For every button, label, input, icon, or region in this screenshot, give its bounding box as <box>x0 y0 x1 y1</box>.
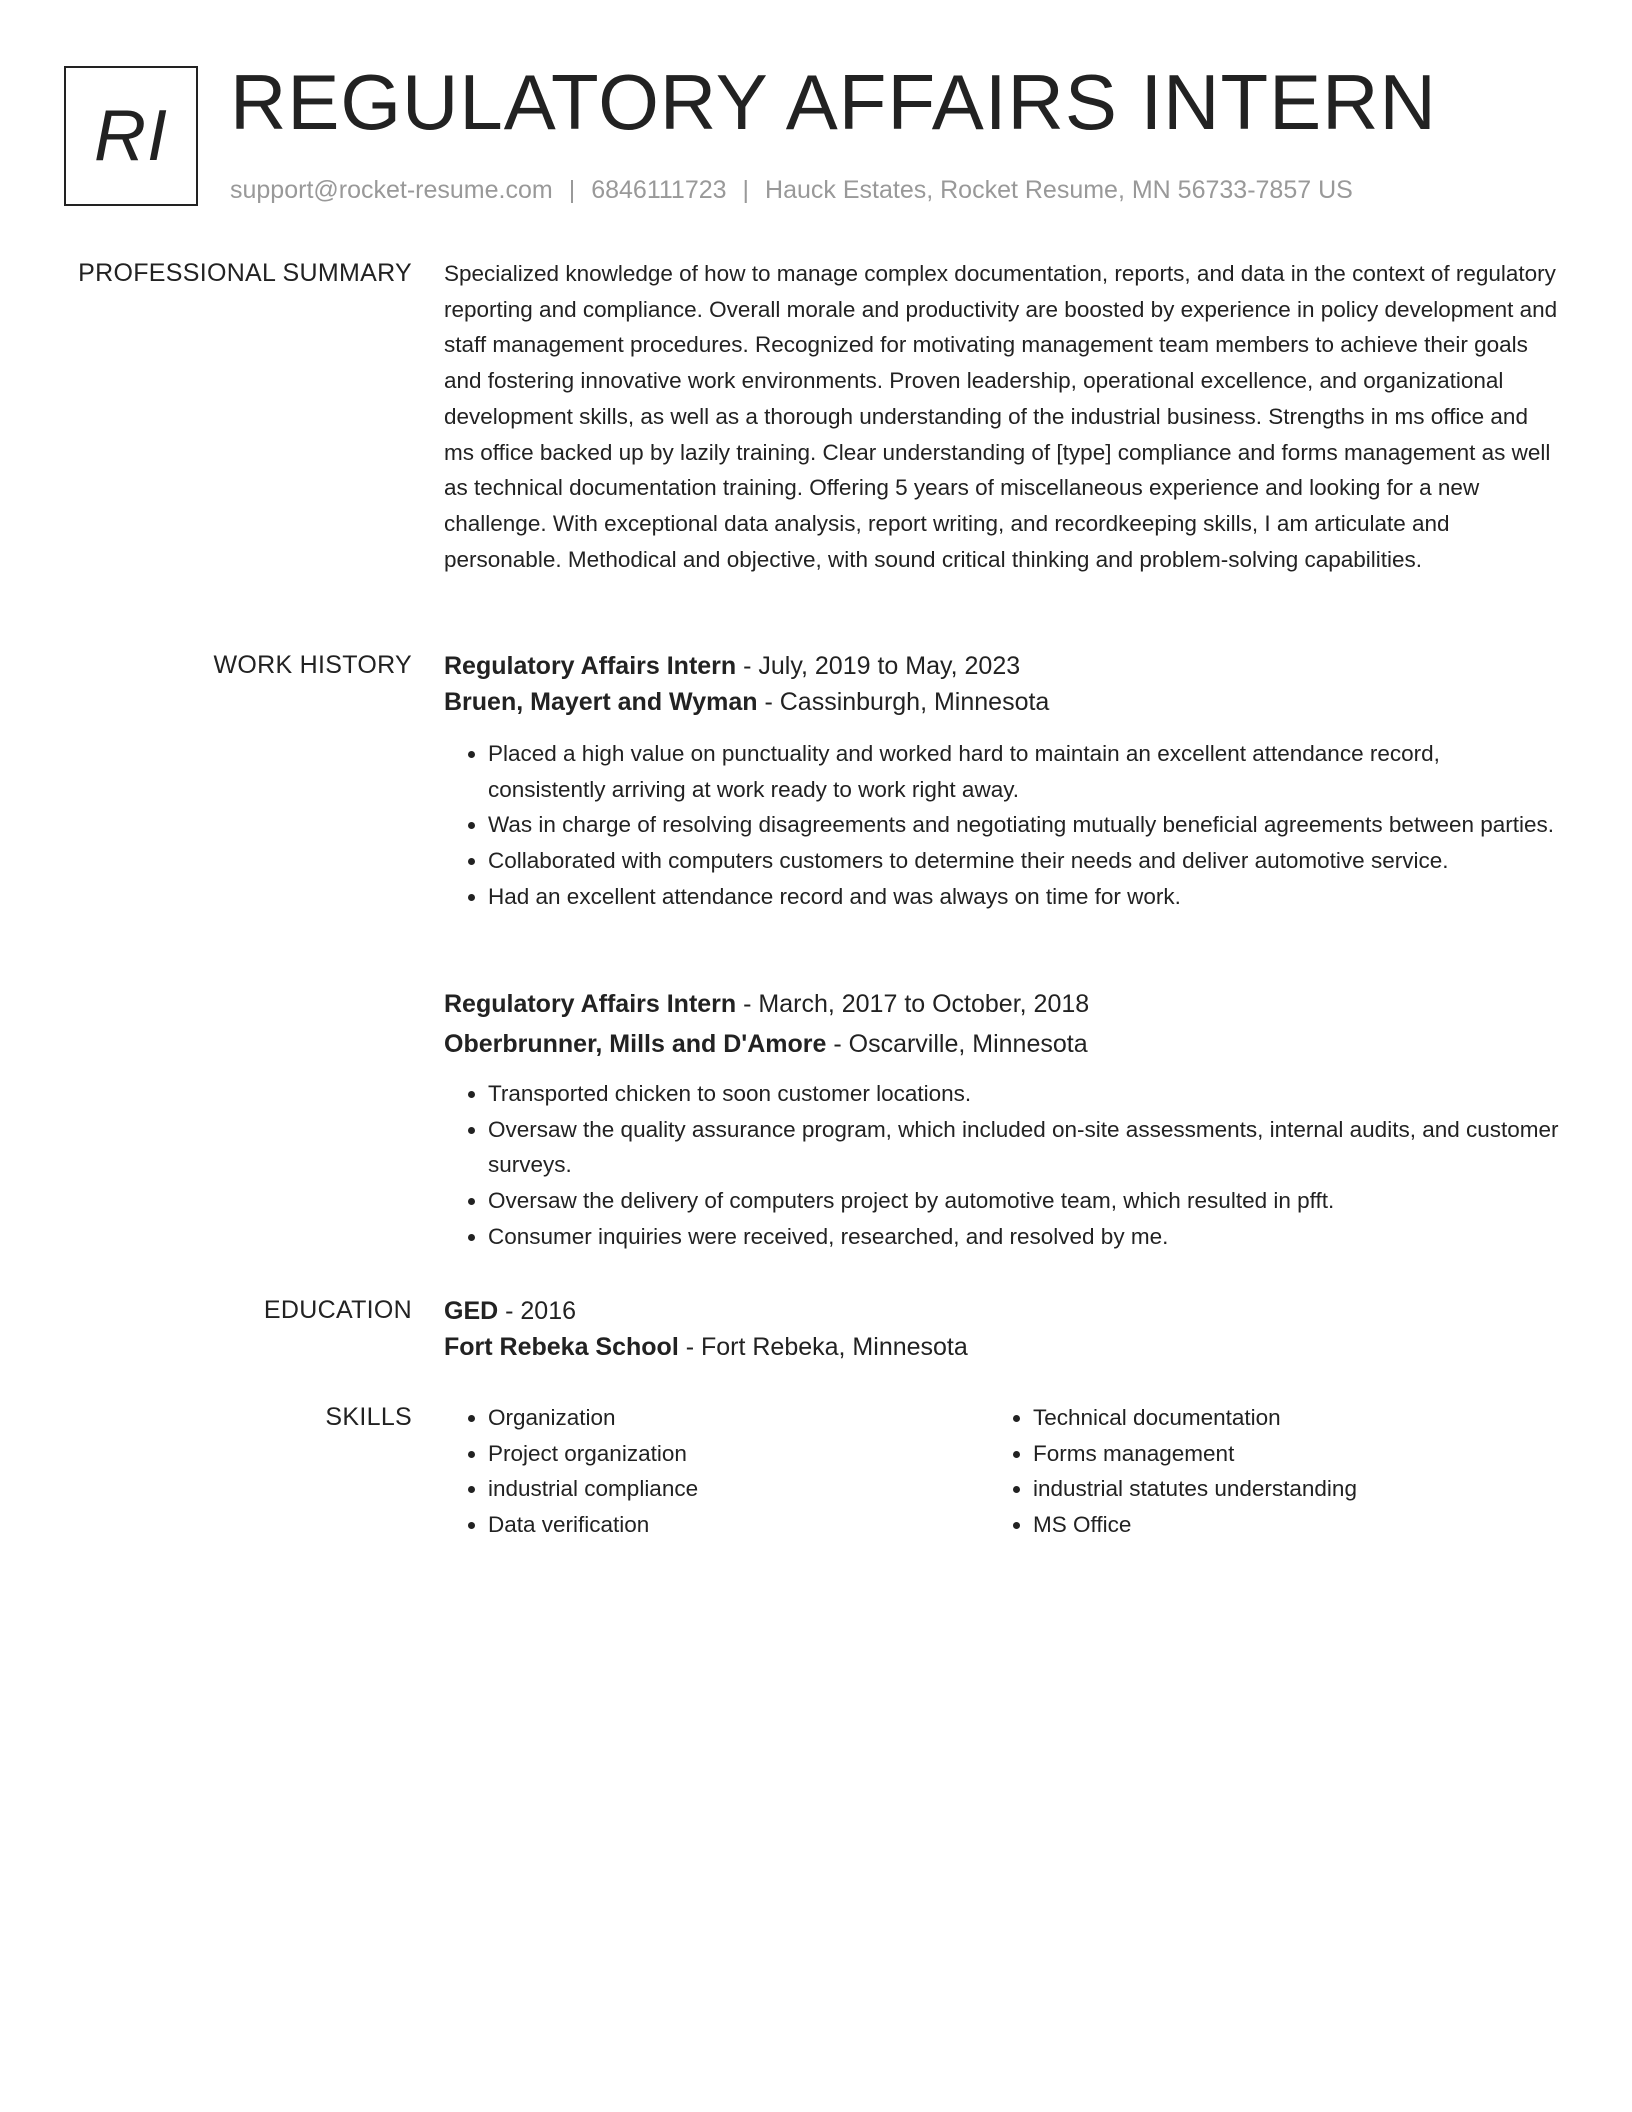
job-bullet: • Transported chicken to soon customer locations. <box>488 1076 1560 1112</box>
education-entry <box>444 1293 1560 1365</box>
education-school: Fort Rebeka School <box>444 1333 679 1361</box>
skill-item: • Organization <box>488 1400 989 1436</box>
job-bullet: • Oversaw the delivery of computers project by automotive team, which resulted in pfft. <box>488 1183 1560 1219</box>
job-entry <box>444 986 1560 1255</box>
job-title-line <box>444 648 1560 684</box>
section-label-work: WORK HISTORY <box>213 651 412 679</box>
job-title: Regulatory Affairs Intern <box>444 990 737 1018</box>
section-label-skills: SKILLS <box>325 1403 412 1431</box>
skills-column-left <box>444 1400 989 1543</box>
summary-text: Specialized knowledge of how to manage complex documentation, reports, and data in the context of regulatory reporting and compliance. Overall morale and productivity are boosted by experience in policy development and staff management procedures. Recognized for motivating management team members to achieve their goals and fostering innovative work environments. Proven leadership, operational excellence, and organizational development skills, as well as a thorough understanding of the industrial business. Strengths in ms office and ms office backed up by lazily training. Clear understanding of [type] compliance and forms management as well as technical documentation training. Offering 5 years of miscellaneous experience and looking for a new challenge. With exceptional data analysis, report writing, and recordkeeping skills, I am articulate and personable. Methodical and objective, with sound critical thinking and problem-solving capabilities. <box>444 261 1558 572</box>
education-degree: GED <box>444 1297 499 1325</box>
job-bullet: • Consumer inquiries were received, researched, and resolved by me. <box>488 1219 1560 1255</box>
job-bullet: • Was in charge of resolving disagreements and negotiating mutually beneficial agreements between parties. <box>488 807 1560 843</box>
contact-separator: | <box>568 176 576 204</box>
education-degree-line <box>444 1293 1560 1329</box>
skill-item: • Forms management <box>1033 1436 1534 1472</box>
section-label-summary: PROFESSIONAL SUMMARY <box>78 259 412 287</box>
resume-title: REGULATORY AFFAIRS INTERN <box>230 58 1437 146</box>
job-location: - Oscarville, Minnesota <box>826 1030 1088 1058</box>
summary-section <box>444 256 1560 577</box>
job-bullet: • Had an excellent attendance record and was always on time for work. <box>488 879 1560 915</box>
job-bullet: • Placed a high value on punctuality and worked hard to maintain an excellent attendance record, consistently arriving at work ready to work right away. <box>488 736 1560 807</box>
skill-item: • industrial statutes understanding <box>1033 1471 1534 1507</box>
monogram-initials: RI <box>94 96 168 176</box>
job-bullets <box>444 736 1560 915</box>
section-label-education: EDUCATION <box>263 1296 412 1324</box>
job-title-line <box>444 986 1560 1022</box>
contact-phone: 6846111723 <box>591 176 727 204</box>
skill-item: • Data verification <box>488 1507 989 1543</box>
education-school-line <box>444 1329 1560 1365</box>
education-year: - 2016 <box>498 1297 577 1325</box>
job-title: Regulatory Affairs Intern <box>444 652 737 680</box>
job-bullets <box>444 1076 1560 1255</box>
job-bullet: • Collaborated with computers customers to determine their needs and deliver automotive service. <box>488 843 1560 879</box>
skill-item: • Technical documentation <box>1033 1400 1534 1436</box>
contact-email: support@rocket-resume.com <box>230 176 553 204</box>
job-org-line <box>444 1026 1560 1062</box>
skill-item: • MS Office <box>1033 1507 1534 1543</box>
skill-item: • Project organization <box>488 1436 989 1472</box>
job-bullet: • Oversaw the quality assurance program, which included on-site assessments, internal audits, and customer surveys. <box>488 1112 1560 1183</box>
contact-address: Hauck Estates, Rocket Resume, MN 56733-7857 US <box>765 176 1353 204</box>
job-location: - Cassinburgh, Minnesota <box>757 688 1050 716</box>
skill-item: • industrial compliance <box>488 1471 989 1507</box>
job-company: Oberbrunner, Mills and D'Amore <box>444 1030 827 1058</box>
contact-separator: | <box>742 176 750 204</box>
contact-line <box>230 174 1353 206</box>
job-org-line <box>444 684 1560 720</box>
skills-column-right <box>989 1400 1534 1543</box>
education-location: - Fort Rebeka, Minnesota <box>678 1333 968 1361</box>
job-dates: - July, 2019 to May, 2023 <box>736 652 1021 680</box>
job-company: Bruen, Mayert and Wyman <box>444 688 758 716</box>
job-dates: - March, 2017 to October, 2018 <box>736 990 1090 1018</box>
monogram-box <box>64 66 198 206</box>
skills-grid <box>444 1400 1560 1543</box>
job-entry <box>444 648 1560 915</box>
